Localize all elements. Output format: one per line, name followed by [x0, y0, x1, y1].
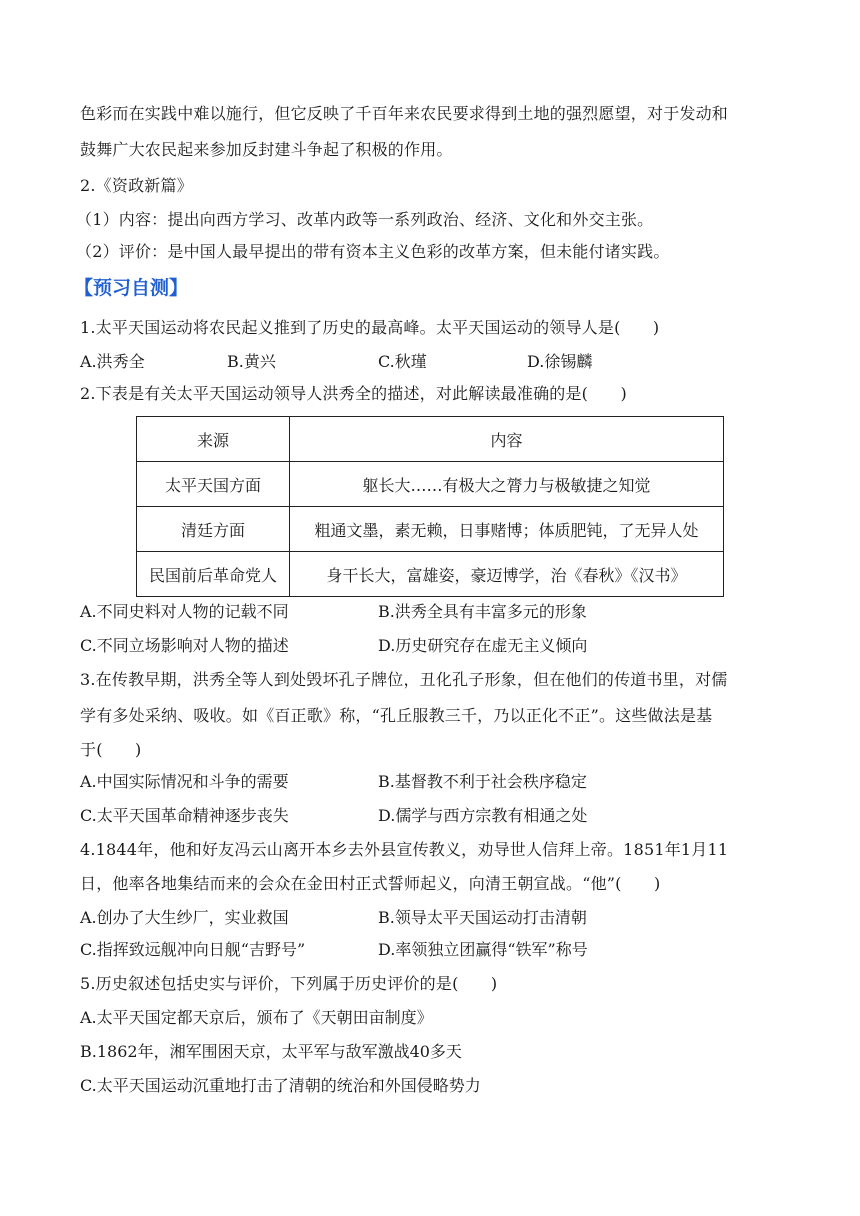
table-cell: 清廷方面 — [137, 507, 290, 552]
question-5-option-a[interactable]: A.太平天国定都天京后，颁布了《天朝田亩制度》 — [80, 1008, 433, 1027]
question-2-stem: 2.下表是有关太平天国运动领导人洪秀全的描述，对此解读最准确的是( ) — [80, 384, 627, 403]
question-2-option-b[interactable]: B.洪秀全具有丰富多元的形象 — [378, 602, 587, 621]
question-1-option-b[interactable]: B.黄兴 — [227, 352, 276, 371]
section-heading: 【预习自测】 — [74, 277, 189, 299]
table-cell: 躯长大……有极大之膂力与极敏捷之知觉 — [290, 462, 724, 507]
question-2-option-c[interactable]: C.不同立场影响对人物的描述 — [80, 636, 289, 655]
table-header-row — [137, 417, 724, 462]
question-2-option-d[interactable]: D.历史研究存在虚无主义倾向 — [378, 636, 588, 655]
question-3-option-d[interactable]: D.儒学与西方宗教有相通之处 — [378, 806, 588, 825]
table-cell: 民国前后革命党人 — [137, 552, 290, 597]
table-header-content: 内容 — [290, 417, 724, 462]
source-table — [136, 416, 724, 597]
table-cell: 太平天国方面 — [137, 462, 290, 507]
question-5-stem: 5.历史叙述包括史实与评价，下列属于历史评价的是( ) — [80, 974, 498, 993]
question-5-option-b[interactable]: B.1862年，湘军围困天京，太平军与敌军激战40多天 — [80, 1042, 462, 1061]
question-1-option-d[interactable]: D.徐锡麟 — [527, 352, 593, 371]
question-4-option-b[interactable]: B.领导太平天国运动打击清朝 — [378, 908, 587, 927]
question-4-option-a[interactable]: A.创办了大生纱厂，实业救国 — [80, 908, 289, 927]
question-4-stem-line-2: 日，他率各地集结而来的会众在金田村正式誓师起义，向清王朝宣战。“他”( ) — [80, 874, 661, 893]
question-3-stem-line-3: 于( ) — [80, 740, 142, 759]
question-3-option-b[interactable]: B.基督教不利于社会秩序稳定 — [378, 772, 587, 791]
question-4-option-d[interactable]: D.率领独立团赢得“铁军”称号 — [378, 940, 588, 959]
table-row — [137, 462, 724, 507]
question-1-stem: 1.太平天国运动将农民起义推到了历史的最高峰。太平天国运动的领导人是( ) — [80, 318, 660, 337]
question-3-option-c[interactable]: C.太平天国革命精神逐步丧失 — [80, 806, 289, 825]
question-3-stem-line-2: 学有多处采纳、吸收。如《百正歌》称，“孔丘服教三千，乃以正化不正”。这些做法是基 — [80, 706, 713, 725]
table-row — [137, 552, 724, 597]
table-cell: 粗通文墨，素无赖，日事赌博；体质肥钝，了无异人处 — [290, 507, 724, 552]
question-3-option-a[interactable]: A.中国实际情况和斗争的需要 — [80, 772, 289, 791]
question-1-option-a[interactable]: A.洪秀全 — [80, 352, 145, 371]
section-2-evaluation: （2）评价：是中国人最早提出的带有资本主义色彩的改革方案，但未能付诸实践。 — [76, 242, 670, 261]
question-4-option-c[interactable]: C.指挥致远舰冲向日舰“吉野号” — [80, 940, 306, 959]
question-1-option-c[interactable]: C.秋瑾 — [378, 352, 427, 371]
table-header-source: 来源 — [137, 417, 290, 462]
intro-line-2: 鼓舞广大农民起来参加反封建斗争起了积极的作用。 — [80, 140, 453, 159]
question-5-option-c[interactable]: C.太平天国运动沉重地打击了清朝的统治和外国侵略势力 — [80, 1076, 481, 1095]
question-3-stem-line-1: 3.在传教早期，洪秀全等人到处毁坏孔子牌位，丑化孔子形象，但在他们的传道书里，对儒 — [80, 670, 728, 689]
intro-line-1: 色彩而在实践中难以施行，但它反映了千百年来农民要求得到土地的强烈愿望，对于发动和 — [80, 104, 729, 123]
question-2-option-a[interactable]: A.不同史料对人物的记载不同 — [80, 602, 289, 621]
question-4-stem-line-1: 4.1844年，他和好友冯云山离开本乡去外县宣传教义，劝导世人信拜上帝。1851年1月11 — [80, 840, 729, 859]
table-row — [137, 507, 724, 552]
table-cell: 身干长大，富雄姿，豪迈博学，治《春秋》《汉书》 — [290, 552, 724, 597]
section-2-title: 2.《资政新篇》 — [80, 176, 193, 195]
section-2-content: （1）内容：提出向西方学习、改革内政等一系列政治、经济、文化和外交主张。 — [76, 210, 654, 229]
